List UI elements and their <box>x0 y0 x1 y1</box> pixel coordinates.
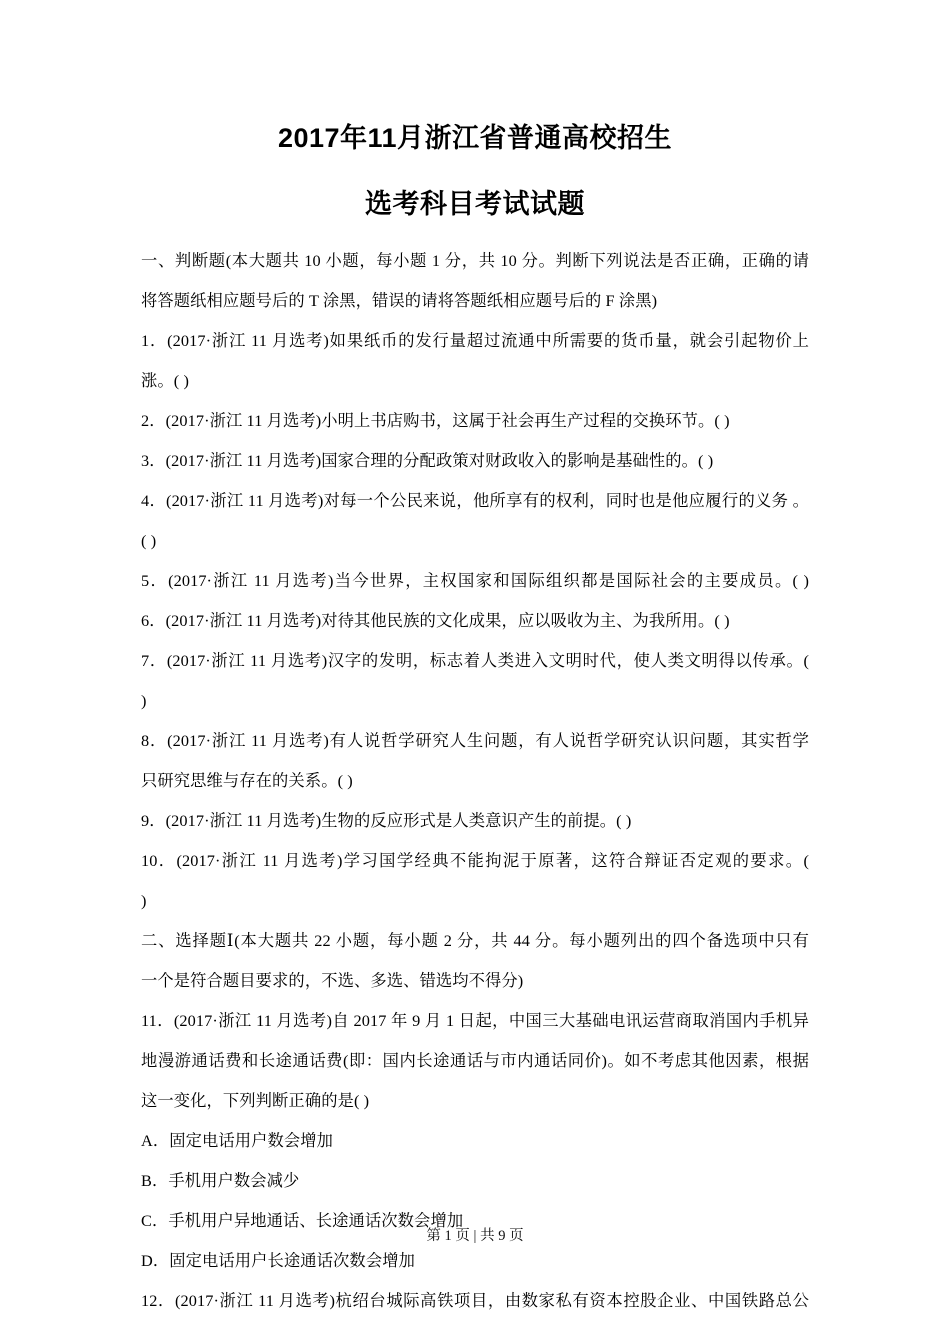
question-3-line-1: 3．(2017·浙江 11 月选考)国家合理的分配政策对财政收入的影响是基础性的。( ) <box>141 451 714 470</box>
question-5-line-1: 5．(2017·浙江 11 月选考)当今世界，主权国家和国际组织都是国际社会的主要成员。( ) <box>141 571 809 590</box>
question-11-line-1: 11．(2017·浙江 11 月选考)自 2017 年 9 月 1 日起，中国三大基础电讯运营商取消国内手机异 <box>141 1011 809 1030</box>
section-1-heading-line-1: 一、判断题(本大题共 10 小题，每小题 1 分，共 10 分。判断下列说法是否正确，正确的请 <box>141 251 809 270</box>
page-title: 2017年11月浙江省普通高校招生 <box>277 123 673 153</box>
question-7-line-1: 7．(2017·浙江 11 月选考)汉字的发明，标志着人类进入文明时代，使人类文明得以传承。( <box>141 651 809 670</box>
question-11-option-a: A．固定电话用户数会增加 <box>141 1131 334 1150</box>
question-1-line-2: 涨。( ) <box>141 371 189 390</box>
question-11-option-c: C．手机用户异地通话、长途通话次数会增加 <box>141 1211 464 1230</box>
question-11-line-2: 地漫游通话费和长途通话费(即：国内长途通话与市内通话同价)。如不考虑其他因素，根据 <box>141 1051 809 1070</box>
question-12-line-1: 12．(2017·浙江 11 月选考)杭绍台城际高铁项目，由数家私有资本控股企业、中国铁路总公 <box>141 1291 809 1310</box>
section-2-heading-line-2: 一个是符合题目要求的，不选、多选、错选均不得分) <box>141 971 524 990</box>
question-11-option-d: D．固定电话用户长途通话次数会增加 <box>141 1251 415 1270</box>
page-footer: 第 1 页 | 共 9 页 <box>426 1228 524 1244</box>
title-block <box>0 118 950 224</box>
question-2-line-1: 2．(2017·浙江 11 月选考)小明上书店购书，这属于社会再生产过程的交换环节。( ) <box>141 411 730 430</box>
question-8-line-2: 只研究思维与存在的关系。( ) <box>141 771 353 790</box>
question-6-line-1: 6．(2017·浙江 11 月选考)对待其他民族的文化成果，应以吸收为主、为我所用。( ) <box>141 611 730 630</box>
question-7-line-2: ) <box>141 691 147 710</box>
question-9-line-1: 9．(2017·浙江 11 月选考)生物的反应形式是人类意识产生的前提。( ) <box>141 811 632 830</box>
section-1-heading-line-2: 将答题纸相应题号后的 T 涂黑，错误的请将答题纸相应题号后的 F 涂黑) <box>141 291 658 310</box>
question-10-line-2: ) <box>141 891 147 910</box>
question-4-line-2: ( ) <box>141 531 157 550</box>
question-1-line-1: 1．(2017·浙江 11 月选考)如果纸币的发行量超过流通中所需要的货币量，就会引起物价上 <box>141 331 809 350</box>
page-subtitle: 选考科目考试试题 <box>365 189 585 219</box>
question-11-line-3: 这一变化，下列判断正确的是( ) <box>141 1091 370 1110</box>
question-4-line-1: 4．(2017·浙江 11 月选考)对每一个公民来说，他所享有的权利，同时也是他应履行的义务 。 <box>141 491 809 510</box>
exam-body <box>141 241 809 1321</box>
section-2-heading-line-1: 二、选择题Ⅰ(本大题共 22 小题，每小题 2 分，共 44 分。每小题列出的四个备选项中只有 <box>141 931 809 950</box>
question-11-option-b: B．手机用户数会减少 <box>141 1171 300 1190</box>
question-10-line-1: 10．(2017·浙江 11 月选考)学习国学经典不能拘泥于原著，这符合辩证否定观的要求。( <box>141 851 809 870</box>
question-8-line-1: 8．(2017·浙江 11 月选考)有人说哲学研究人生问题，有人说哲学研究认识问题，其实哲学 <box>141 731 809 750</box>
